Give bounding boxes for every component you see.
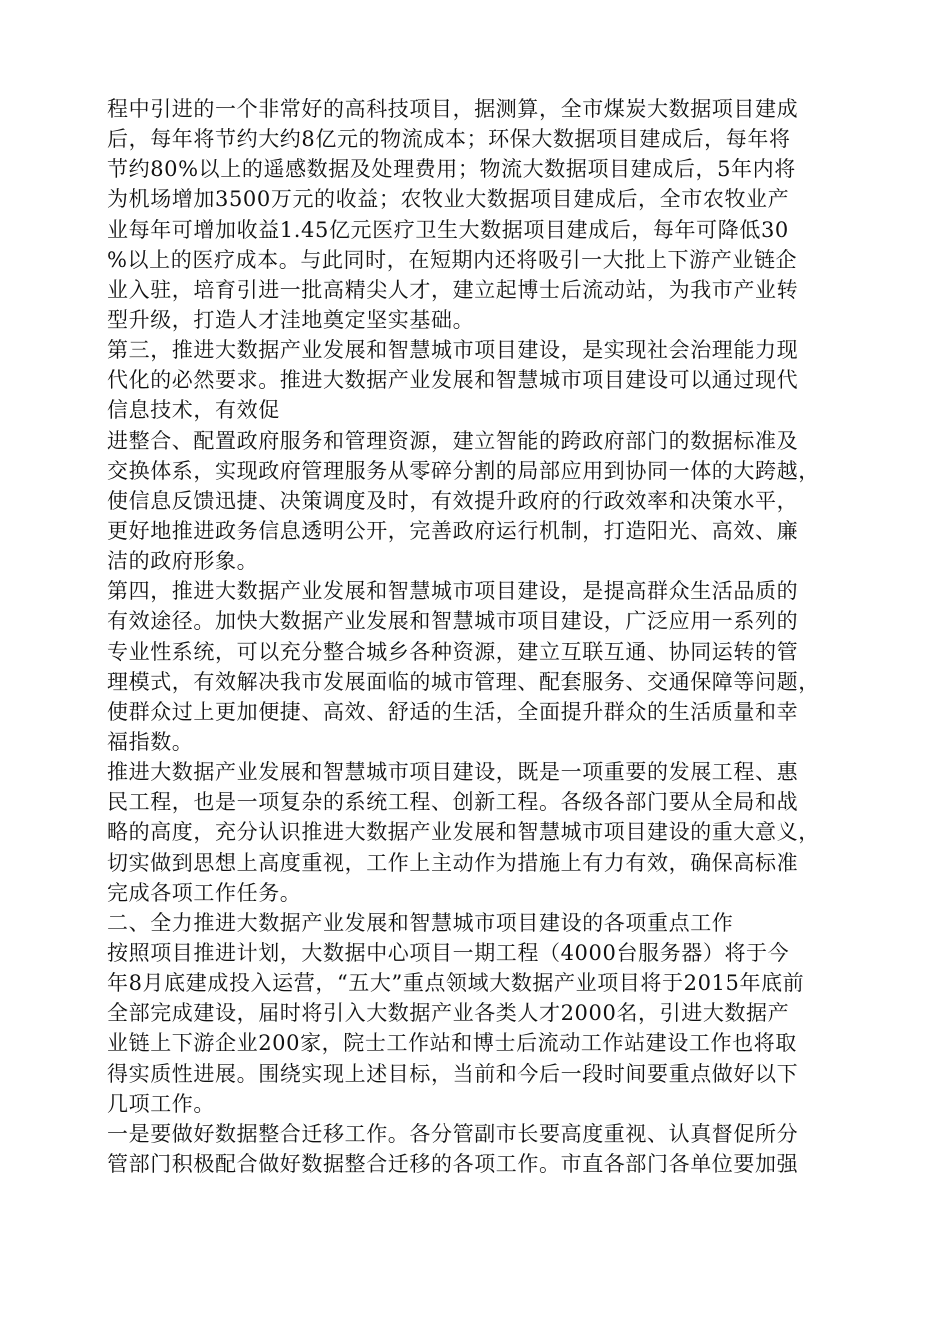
text-line: 福指数。 [107, 729, 194, 754]
text-line: 切实做到思想上高度重视，工作上主动作为措施上有力有效，确保高标准 [107, 850, 799, 875]
section-heading: 二、全力推进大数据产业发展和智慧城市项目建设的各项重点工作 [107, 910, 734, 935]
text-line: 有效途径。加快大数据产业发展和智慧城市项目建设，广泛应用一系列的 [107, 609, 799, 634]
text-line: 后，每年将节约大约8亿元的物流成本；环保大数据项目建成后，每年将 [107, 127, 791, 152]
text-line: 洁的政府形象。 [107, 549, 259, 574]
text-line: 几项工作。 [107, 1091, 215, 1116]
text-line: 为机场增加3500万元的收益；农牧业大数据项目建成后，全市农牧业产 [107, 187, 790, 212]
text-line: 全部完成建设，届时将引入大数据产业各类人才2000名，引进大数据产 [107, 1001, 790, 1026]
document-body [107, 94, 867, 1179]
text-line: 一是要做好数据整合迁移工作。各分管副市长要高度重视、认真督促所分 [107, 1121, 799, 1146]
text-line: 使群众过上更加便捷、高效、舒适的生活，全面提升群众的生活质量和幸 [107, 699, 799, 724]
text-line: 信息技术，有效促 [107, 398, 280, 423]
text-line: 得实质性进展。围绕实现上述目标，当前和今后一段时间要重点做好以下 [107, 1061, 799, 1086]
text-line: 使信息反馈迅捷、决策调度及时，有效提升政府的行政效率和决策水平， [107, 488, 799, 513]
text-line: 完成各项工作任务。 [107, 880, 302, 905]
text-line: %以上的医疗成本。与此同时，在短期内还将吸引一大批上下游产业链企 [107, 247, 798, 272]
text-line: 第四，推进大数据产业发展和智慧城市项目建设，是提高群众生活品质的 [107, 579, 799, 604]
text-line: 代化的必然要求。推进大数据产业发展和智慧城市项目建设可以通过现代 [107, 368, 799, 393]
text-line: 略的高度，充分认识推进大数据产业发展和智慧城市项目建设的重大意义， [107, 820, 820, 845]
text-line: 管部门积极配合做好数据整合迁移的各项工作。市直各部门各单位要加强 [107, 1151, 799, 1176]
text-line: 程中引进的一个非常好的高科技项目，据测算，全市煤炭大数据项目建成 [107, 97, 799, 121]
text-line: 按照项目推进计划，大数据中心项目一期工程（4000台服务器）将于今 [107, 940, 790, 965]
text-line: 年8月底建成投入运营，“五大”重点领域大数据产业项目将于2015年底前 [107, 971, 805, 996]
text-line: 理模式，有效解决我市发展面临的城市管理、配套服务、交通保障等问题， [107, 669, 820, 694]
text-line: 业链上下游企业200家，院士工作站和博士后流动工作站建设工作也将取 [107, 1031, 797, 1056]
text-line: 推进大数据产业发展和智慧城市项目建设，既是一项重要的发展工程、惠 [107, 760, 799, 785]
text-line: 专业性系统，可以充分整合城乡各种资源，建立互联互通、协同运转的管 [107, 639, 799, 664]
text-line: 进整合、配置政府服务和管理资源，建立智能的跨政府部门的数据标准及 [107, 428, 799, 453]
text-line: 型升级，打造人才洼地奠定坚实基础。 [107, 307, 475, 332]
text-line: 业每年可增加收益1.45亿元医疗卫生大数据项目建成后，每年可降低30 [107, 217, 789, 242]
text-line: 节约80%以上的遥感数据及处理费用；物流大数据项目建成后，5年内将 [107, 157, 796, 182]
text-line: 业入驻，培育引进一批高精尖人才，建立起博士后流动站，为我市产业转 [107, 277, 799, 302]
text-line: 第三，推进大数据产业发展和智慧城市项目建设，是实现社会治理能力现 [107, 338, 799, 363]
text-line: 交换体系，实现政府管理服务从零碎分割的局部应用到协同一体的大跨越， [107, 458, 820, 483]
text-line: 民工程，也是一项复杂的系统工程、创新工程。各级各部门要从全局和战 [107, 790, 799, 815]
text-line: 更好地推进政务信息透明公开，完善政府运行机制，打造阳光、高效、廉 [107, 518, 799, 543]
